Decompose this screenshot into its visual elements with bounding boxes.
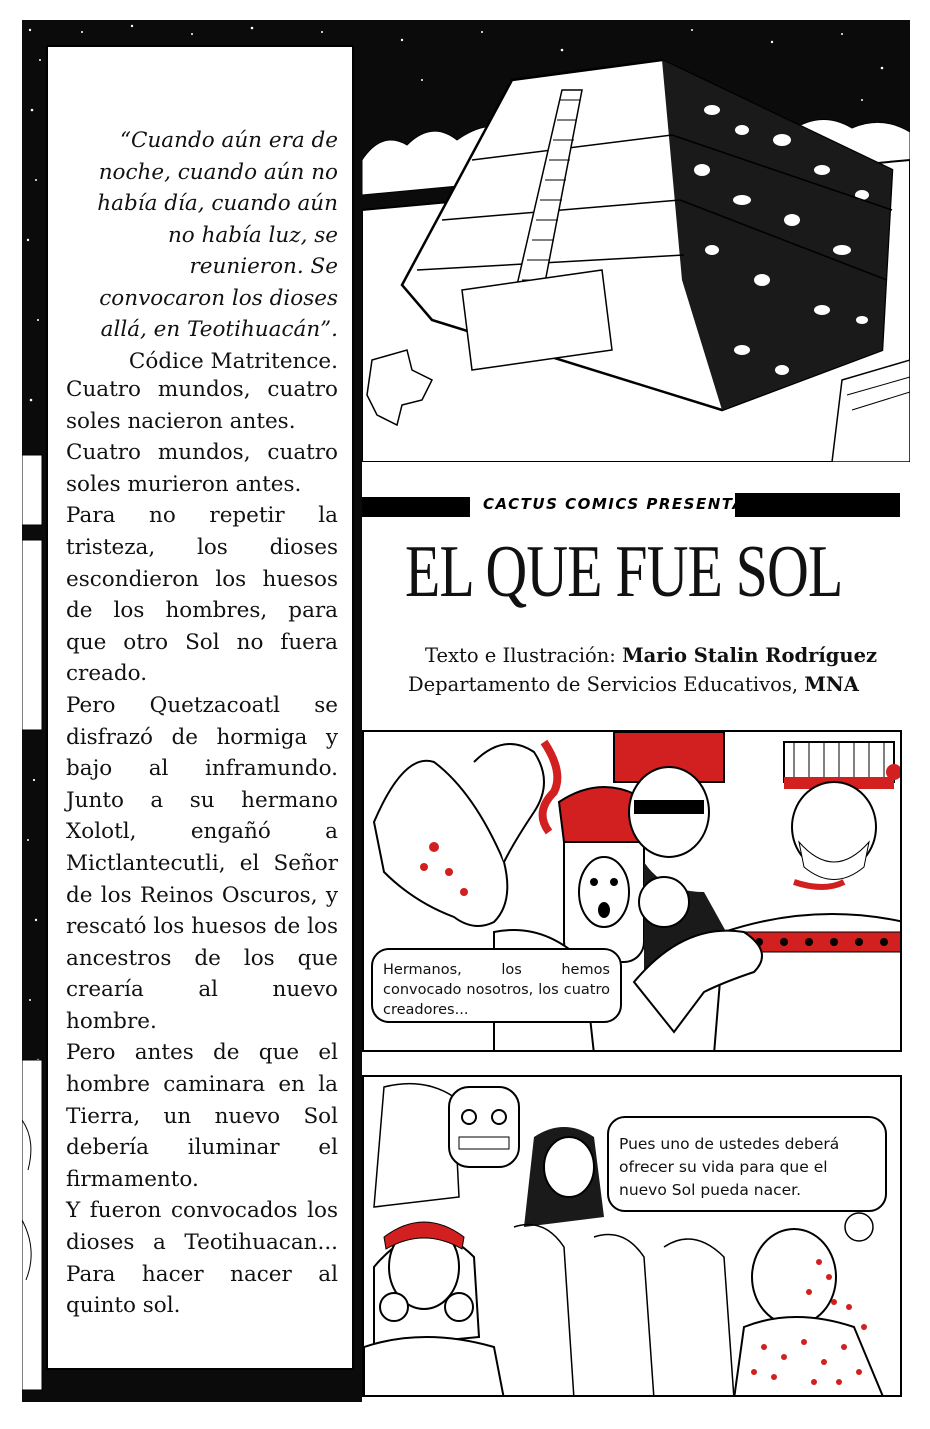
dept-name: MNA xyxy=(804,673,859,696)
narrative-paragraph: Cuatro mundos, cuatro soles murieron antes. xyxy=(66,440,338,497)
speech-bubble-gods xyxy=(371,948,622,1023)
quote-text: “Cuando aún era de noche, cuando aún no había día, cuando aún no había luz, se reunieron. Se convocaron los dioses allá, en Teotihuacán”. xyxy=(97,128,338,342)
quote-source: Códice Matritence. xyxy=(128,348,338,374)
narrative-paragraph: Para no repetir la tristeza, los dioses escondieron los huesos de los hombres, para que otro Sol no fuera creado. xyxy=(66,503,338,687)
dept-label: Departamento de Servicios Educativos, xyxy=(408,673,799,696)
narrative-paragraph: Pero Quetzacoatl se disfrazó de hormiga y bajo al inframundo. Junto a su hermano Xolotl, engañó a Mictlantecutli, el Señor de los Reinos Oscuros, y rescató los huesos de los ancestros de los que crearía al nuevo hombre. xyxy=(66,692,338,1034)
pyramid-panel xyxy=(362,20,910,462)
narrative-text xyxy=(66,374,338,1322)
narrative-paragraph: Cuatro mundos, cuatro soles nacieron antes. xyxy=(66,377,338,434)
pyramid-illustration xyxy=(362,20,910,462)
department-credit xyxy=(408,673,859,696)
comic-title: EL QUE FUE SOL xyxy=(405,531,843,613)
credit-name: Mario Stalin Rodríguez xyxy=(622,644,878,667)
speech-bubble-sacrifice xyxy=(607,1116,887,1212)
bubble-sacrifice-text: Pues uno de ustedes deberá ofrecer su vida para que el nuevo Sol pueda nacer. xyxy=(619,1135,840,1199)
title-bar-left xyxy=(362,497,470,517)
narrative-paragraph: Y fueron convocados los dioses a Teotihuacan... Para hacer nacer al quinto sol. xyxy=(66,1198,338,1319)
author-credit xyxy=(425,644,877,667)
publisher-presents: CACTUS COMICS PRESENTA... xyxy=(483,495,768,513)
narration-column xyxy=(46,45,354,1370)
narrative-paragraph: Pero antes de que el hombre caminara en la Tierra, un nuevo Sol debería iluminar el firmamento. xyxy=(66,1040,338,1192)
opening-quote xyxy=(66,125,338,377)
credit-label: Texto e Ilustración: xyxy=(425,644,616,667)
bubble-gods-text: Hermanos, los hemos convocado nosotros, los cuatro creadores... xyxy=(383,962,610,1018)
